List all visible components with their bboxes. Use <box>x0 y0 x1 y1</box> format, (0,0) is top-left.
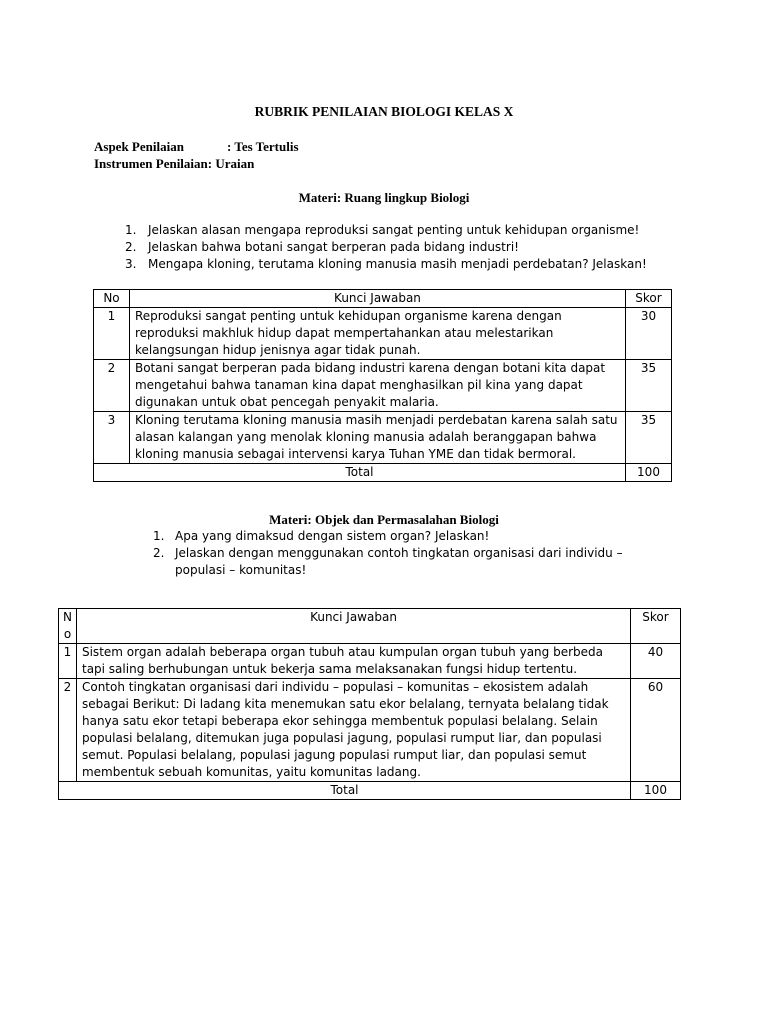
row-kunci-jawaban: Kloning terutama kloning manusia masih menjadi perdebatan karena salah satu alasan kalangan yang menolak kloning manusia adalah beranggapan bahwa kloning manusia sebagai intervensi karya Tuhan YME dan tidak bermoral. <box>129 412 625 464</box>
question-item <box>153 545 653 579</box>
row-skor: 60 <box>631 679 681 782</box>
row-no: 1 <box>59 644 77 679</box>
table-row <box>94 308 672 360</box>
instrumen-label: Instrumen Penilaian: <box>94 156 213 171</box>
total-value: 100 <box>626 464 672 482</box>
question-item <box>125 222 685 239</box>
table-header-row <box>59 609 681 644</box>
aspek-value: : Tes Tertulis <box>227 139 299 154</box>
total-label: Total <box>94 464 626 482</box>
total-value: 100 <box>631 782 681 800</box>
section2-answer-table <box>58 608 681 800</box>
section1-heading: Materi: Ruang lingkup Biologi <box>298 190 470 205</box>
question-text: Apa yang dimaksud dengan sistem organ? Jelaskan! <box>175 529 490 543</box>
row-skor: 35 <box>626 360 672 412</box>
question-number: 3. <box>125 257 137 271</box>
header-skor: Skor <box>631 609 681 644</box>
header-kunci-jawaban: Kunci Jawaban <box>129 290 625 308</box>
row-no: 3 <box>94 412 130 464</box>
section1-answer-table <box>93 289 672 482</box>
row-kunci-jawaban: Botani sangat berperan pada bidang industri karena dengan botani kita dapat mengetahui bahwa tanaman kina dapat menghasilkan pil kina yang dapat digunakan untuk obat pencegah penyakit malaria. <box>129 360 625 412</box>
row-kunci-jawaban: Contoh tingkatan organisasi dari individu – populasi – komunitas – ekosistem adalah sebagai Berikut: Di ladang kita menemukan satu ekor belalang, ternyata belalang tidak hanya satu ekor tetapi beberapa ekor sehingga membentuk populasi belalang. Selain populasi belalang, ditemukan juga populasi jagung, populasi rumput liar, dan populasi semut. Populasi belalang, populasi jagung populasi rumput liar, dan populasi semut membentuk sebuah komunitas, yaitu komunitas ladang. <box>76 679 630 782</box>
table-row <box>94 412 672 464</box>
question-text: Jelaskan bahwa botani sangat berperan pada bidang industri! <box>148 240 519 254</box>
question-number: 1. <box>125 223 137 237</box>
row-no: 2 <box>94 360 130 412</box>
question-item <box>125 256 685 273</box>
instrumen-penilaian <box>94 156 254 173</box>
table-row <box>59 679 681 782</box>
section1-question-list <box>125 222 685 273</box>
section2-heading: Materi: Objek dan Permasalahan Biologi <box>269 512 499 527</box>
question-text: Jelaskan dengan menggunakan contoh tingkatan organisasi dari individu – populasi – komunitas! <box>175 546 623 577</box>
table-header-row <box>94 290 672 308</box>
aspek-label: Aspek Penilaian <box>94 139 184 154</box>
instrumen-value: Uraian <box>215 156 255 171</box>
table-total-row <box>59 782 681 800</box>
row-kunci-jawaban: Reproduksi sangat penting untuk kehidupan organisme karena dengan reproduksi makhluk hidup dapat mempertahankan atau melestarikan kelangsungan hidup jenisnya agar tidak punah. <box>129 308 625 360</box>
question-number: 2. <box>153 546 165 560</box>
row-skor: 35 <box>626 412 672 464</box>
row-skor: 30 <box>626 308 672 360</box>
table-row <box>94 360 672 412</box>
question-text: Jelaskan alasan mengapa reproduksi sangat penting untuk kehidupan organisme! <box>148 223 640 237</box>
row-no: 1 <box>94 308 130 360</box>
section2-question-list <box>153 528 653 579</box>
question-text: Mengapa kloning, terutama kloning manusia masih menjadi perdebatan? Jelaskan! <box>148 257 647 271</box>
row-skor: 40 <box>631 644 681 679</box>
row-no: 2 <box>59 679 77 782</box>
total-label: Total <box>59 782 631 800</box>
document-title: RUBRIK PENILAIAN BIOLOGI KELAS X <box>254 104 514 119</box>
header-no: No <box>59 609 77 644</box>
table-row <box>59 644 681 679</box>
question-item <box>153 528 653 545</box>
header-kunci-jawaban: Kunci Jawaban <box>76 609 630 644</box>
question-item <box>125 239 685 256</box>
header-skor: Skor <box>626 290 672 308</box>
question-number: 1. <box>153 529 165 543</box>
question-number: 2. <box>125 240 137 254</box>
table-total-row <box>94 464 672 482</box>
aspek-penilaian <box>94 139 299 156</box>
row-kunci-jawaban: Sistem organ adalah beberapa organ tubuh atau kumpulan organ tubuh yang berbeda tapi saling berhubungan untuk bekerja sama melaksanakan fungsi hidup tertentu. <box>76 644 630 679</box>
header-no: No <box>94 290 130 308</box>
